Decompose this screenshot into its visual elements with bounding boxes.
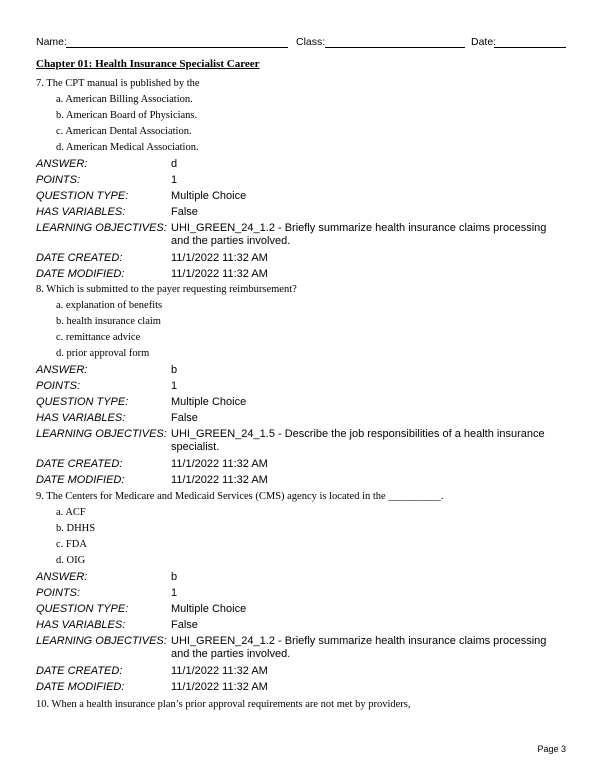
points-label: POINTS: <box>36 380 81 392</box>
student-info-header <box>36 36 566 52</box>
learning-objectives-value: UHI_GREEN_24_1.2 - Briefly summarize health insurance claims processing and the parties involved. <box>171 635 547 660</box>
has-variables-value: False <box>171 619 198 631</box>
option-d: d. American Medical Association. <box>56 142 199 153</box>
class-blank <box>325 47 465 48</box>
points-value: 1 <box>171 587 178 599</box>
option-b: b. health insurance claim <box>56 316 161 327</box>
question-type-label: QUESTION TYPE: <box>36 190 129 202</box>
has-variables-value: False <box>171 206 198 218</box>
question-type-value: Multiple Choice <box>171 396 247 408</box>
date-modified-label: DATE MODIFIED: <box>36 681 125 693</box>
date-modified-label: DATE MODIFIED: <box>36 268 125 280</box>
learning-objectives-label: LEARNING OBJECTIVES: <box>36 222 167 234</box>
has-variables-label: HAS VARIABLES: <box>36 412 126 424</box>
points-value: 1 <box>171 174 178 186</box>
question-8 <box>36 284 576 486</box>
date-created-label: DATE CREATED: <box>36 665 123 677</box>
answer-label: ANSWER: <box>36 571 88 583</box>
name-blank <box>66 47 288 48</box>
question-text: 7. The CPT manual is published by the <box>36 78 200 89</box>
question-type-value: Multiple Choice <box>171 190 247 202</box>
date-modified-value: 11/1/2022 11:32 AM <box>171 268 268 280</box>
question-7 <box>36 78 576 280</box>
option-c: c. American Dental Association. <box>56 126 192 137</box>
points-label: POINTS: <box>36 174 81 186</box>
option-c: c. FDA <box>56 539 87 550</box>
date-modified-value: 11/1/2022 11:32 AM <box>171 474 268 486</box>
date-created-label: DATE CREATED: <box>36 252 123 264</box>
answer-label: ANSWER: <box>36 158 88 170</box>
date-created-label: DATE CREATED: <box>36 458 123 470</box>
has-variables-label: HAS VARIABLES: <box>36 619 126 631</box>
date-label: Date: <box>471 36 497 48</box>
option-a: a. American Billing Association. <box>56 94 193 105</box>
learning-objectives-value: UHI_GREEN_24_1.2 - Briefly summarize health insurance claims processing and the parties involved. <box>171 222 547 247</box>
question-text: 8. Which is submitted to the payer requesting reimbursement? <box>36 284 297 295</box>
option-c: c. remittance advice <box>56 332 141 343</box>
option-d: d. OIG <box>56 555 86 566</box>
option-a: a. ACF <box>56 507 86 518</box>
question-type-label: QUESTION TYPE: <box>36 603 129 615</box>
answer-label: ANSWER: <box>36 364 88 376</box>
date-created-value: 11/1/2022 11:32 AM <box>171 458 268 470</box>
question-text: 10. When a health insurance plan’s prior approval requirements are not met by providers, <box>36 699 411 710</box>
answer-value: d <box>171 158 178 170</box>
date-blank <box>494 47 566 48</box>
question-type-value: Multiple Choice <box>171 603 247 615</box>
date-created-value: 11/1/2022 11:32 AM <box>171 665 268 677</box>
learning-objectives-label: LEARNING OBJECTIVES: <box>36 428 167 440</box>
question-9 <box>36 491 576 693</box>
date-modified-label: DATE MODIFIED: <box>36 474 125 486</box>
class-label: Class: <box>296 36 326 48</box>
learning-objectives-label: LEARNING OBJECTIVES: <box>36 635 167 647</box>
date-created-value: 11/1/2022 11:32 AM <box>171 252 268 264</box>
date-modified-value: 11/1/2022 11:32 AM <box>171 681 268 693</box>
option-a: a. explanation of benefits <box>56 300 163 311</box>
option-b: b. American Board of Physicians. <box>56 110 198 121</box>
answer-value: b <box>171 364 178 376</box>
question-text: 9. The Centers for Medicare and Medicaid Services (CMS) agency is located in the __________. <box>36 491 444 502</box>
points-label: POINTS: <box>36 587 81 599</box>
learning-objectives-value: UHI_GREEN_24_1.5 - Describe the job responsibilities of a health insurance specialist. <box>171 428 545 453</box>
has-variables-label: HAS VARIABLES: <box>36 206 126 218</box>
answer-value: b <box>171 571 178 583</box>
points-value: 1 <box>171 380 178 392</box>
option-b: b. DHHS <box>56 523 96 534</box>
has-variables-value: False <box>171 412 198 424</box>
page-number: Page 3 <box>537 744 566 754</box>
question-10 <box>36 699 576 715</box>
option-d: d. prior approval form <box>56 348 150 359</box>
name-label: Name: <box>36 36 67 48</box>
chapter-title: Chapter 01: Health Insurance Specialist Career <box>36 58 260 70</box>
question-type-label: QUESTION TYPE: <box>36 396 129 408</box>
